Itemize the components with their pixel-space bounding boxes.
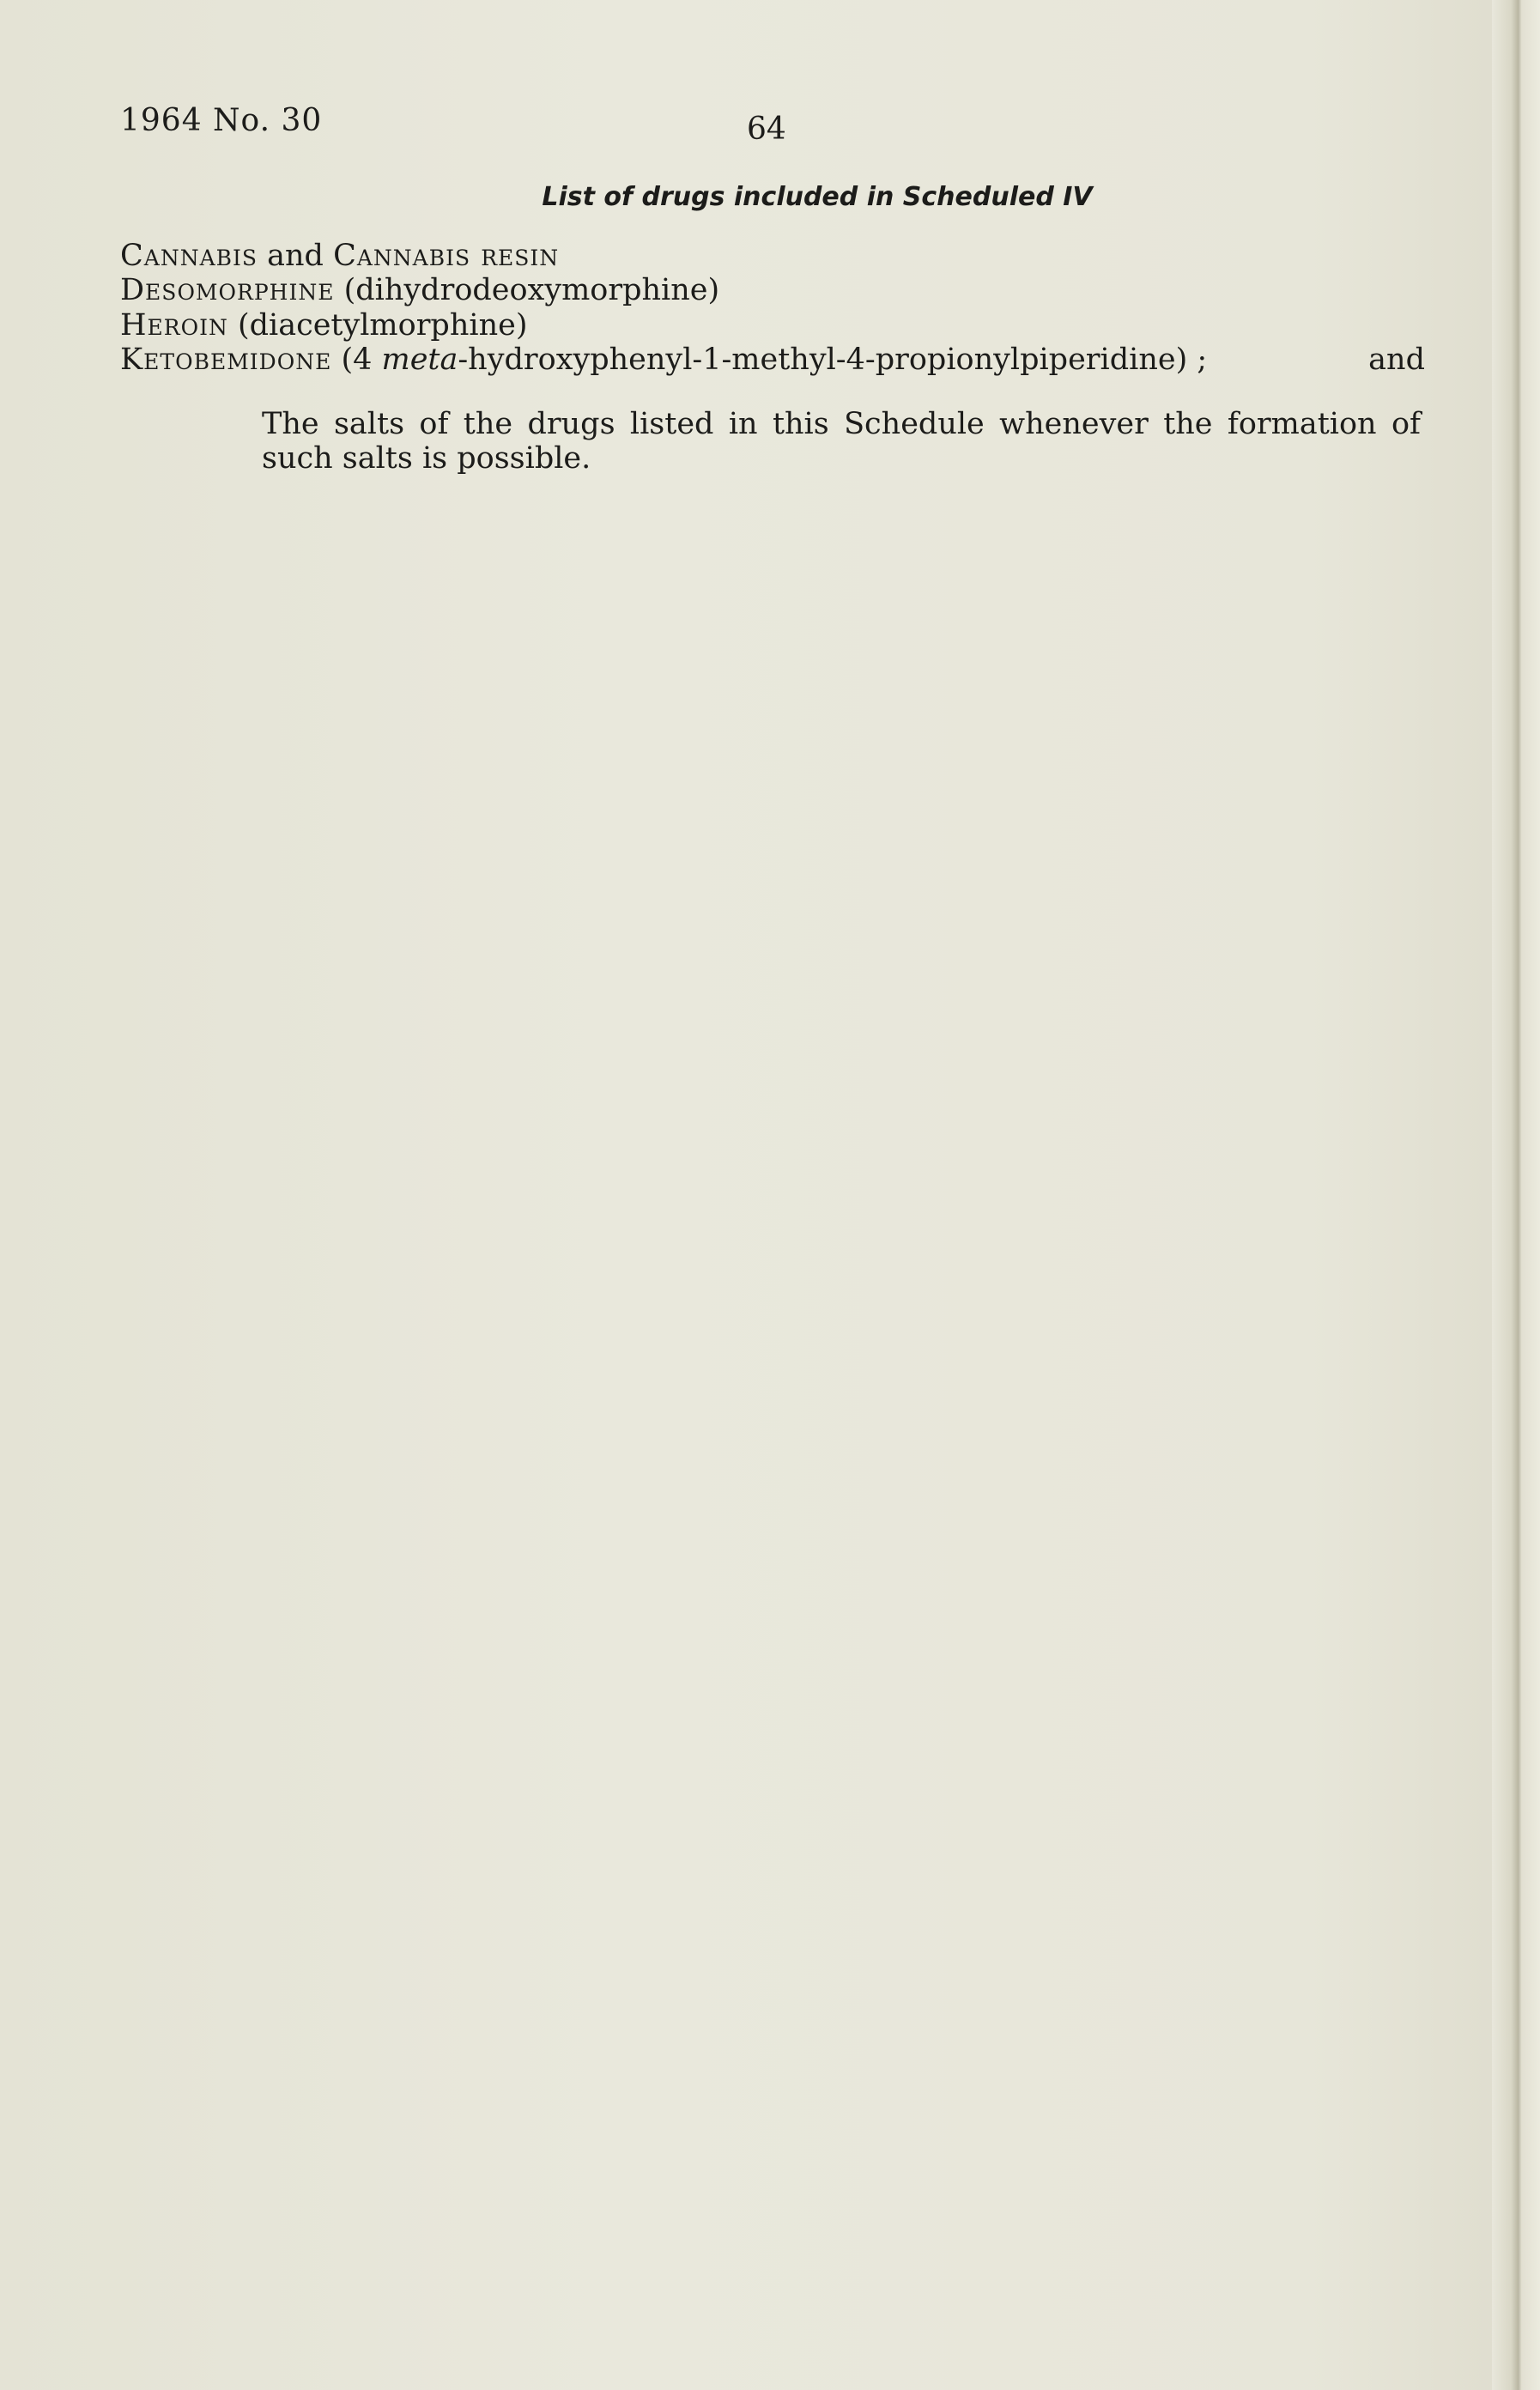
drug-synonym-prefix: (4 — [331, 342, 382, 377]
drug-synonym: (dihydrodeoxymorphine) — [334, 273, 720, 308]
page-number: 64 — [747, 112, 786, 147]
drug-name: Ketobemidone — [120, 342, 332, 377]
drug-synonym-suffix: -hydroxyphenyl-1-methyl-4-propionylpiperidine) ; — [458, 342, 1208, 377]
drug-name: Desomorphine — [120, 273, 335, 308]
drug-connector: and — [258, 239, 334, 273]
drug-name: Cannabis — [120, 239, 258, 273]
drug-synonym-meta: meta — [381, 342, 458, 377]
drug-item-desomorphine — [120, 273, 1425, 307]
book-spine-shadow — [1492, 0, 1540, 2390]
drug-list — [120, 239, 1425, 377]
drug-list-and: and — [1368, 342, 1425, 377]
schedule-title: List of drugs included in Scheduled IV — [542, 182, 1093, 212]
drug-item-ketobemidone — [120, 343, 1425, 377]
salts-paragraph: The salts of the drugs listed in this Schedule whenever the formation of such salts is possible. — [262, 407, 1421, 476]
drug-name: Cannabis resin — [333, 239, 560, 273]
ketobemidone-line — [120, 343, 1207, 377]
drug-item-heroin — [120, 308, 1425, 343]
drug-name: Heroin — [120, 307, 228, 343]
drug-synonym: (diacetylmorphine) — [227, 307, 528, 343]
year-and-number: 1964 No. 30 — [120, 103, 323, 138]
drug-item-cannabis — [120, 239, 1425, 273]
